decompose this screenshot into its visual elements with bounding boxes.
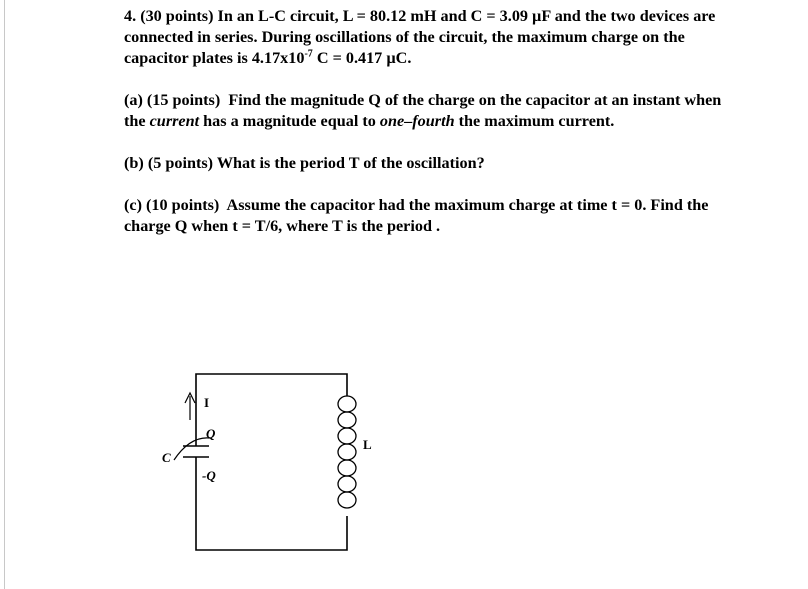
part-a-text-1: Find the magnitude Q of the charge on the capacitor at an instant when the <box>124 91 722 130</box>
problem-intro <box>124 6 724 69</box>
problem-number: 4. <box>124 7 137 25</box>
part-b-label: (b) (5 points) <box>124 154 214 172</box>
part-c-label: (c) (10 points) <box>124 196 220 214</box>
part-b <box>124 153 724 174</box>
part-a-emphasis-current: current <box>149 112 200 130</box>
problem-points: (30 points) <box>140 7 214 25</box>
part-a-emphasis-fraction: one–fourth <box>379 112 455 130</box>
problem-document <box>124 6 724 237</box>
plus-charge-label: Q <box>206 426 216 441</box>
problem-intro-end: C = 0.417 µC. <box>312 49 412 67</box>
minus-charge-label: -Q <box>202 468 216 483</box>
part-a-text-2: has a magnitude equal to <box>199 112 380 130</box>
circuit-wire <box>196 374 347 550</box>
part-a-text-3: the maximum current. <box>454 112 615 130</box>
lc-circuit-diagram <box>150 368 390 568</box>
inductor-coil <box>338 396 356 516</box>
problem-intro-text: In an L-C circuit, L = 80.12 mH and C = 3.09 µF and the two devices are connected in series. During oscillations of the circuit, the maximum charge on the capacitor plates is 4.17x10 <box>124 7 716 67</box>
inductor-label: L <box>363 437 372 452</box>
capacitor-label: C <box>162 450 171 465</box>
current-label: I <box>204 395 210 410</box>
part-c <box>124 195 724 237</box>
part-a <box>124 90 724 132</box>
exponent: -7 <box>304 48 313 60</box>
page-left-border <box>4 0 5 589</box>
part-a-label: (a) (15 points) <box>124 91 221 109</box>
part-c-text: Assume the capacitor had the maximum charge at time t = 0. Find the charge Q when t = T/6, where T is the period . <box>124 196 709 235</box>
part-b-text: What is the period T of the oscillation? <box>216 154 485 172</box>
